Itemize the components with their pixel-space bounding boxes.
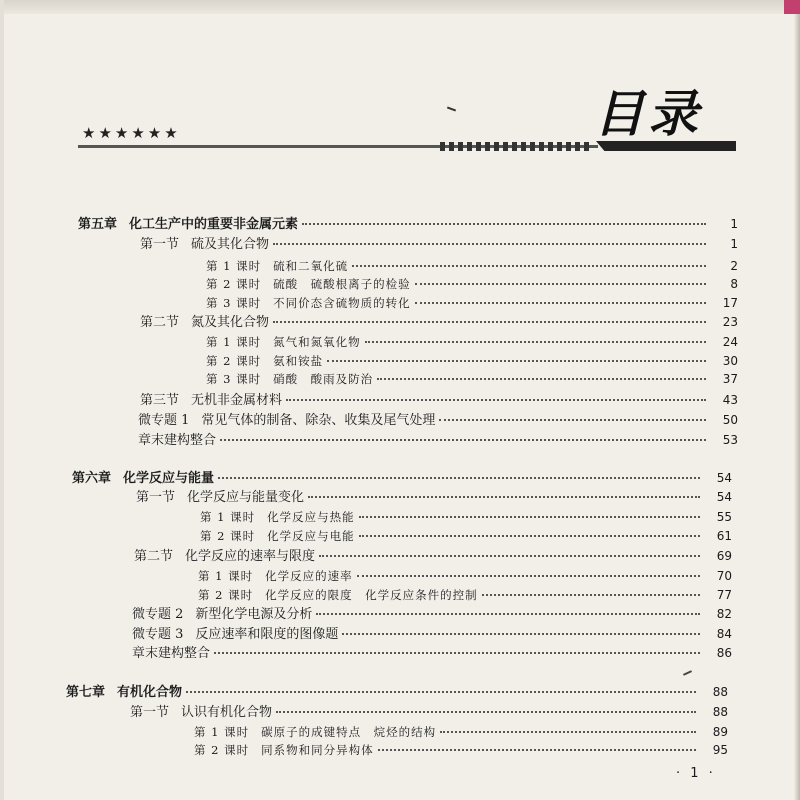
toc-page-number: 95 [712, 743, 728, 757]
leader-dots [273, 321, 706, 323]
leader-dots [316, 613, 700, 615]
leader-dots [220, 439, 706, 441]
toc-page-number: 37 [722, 372, 738, 386]
toc-lesson[interactable] [194, 722, 728, 742]
toc-page-number: 30 [722, 354, 738, 368]
toc-chapter-summary[interactable] [132, 643, 732, 663]
toc-lesson[interactable] [198, 566, 732, 586]
toc-page-number: 70 [716, 569, 732, 583]
toc-section[interactable] [140, 312, 738, 332]
toc-label: 第 1 课时 化学反应与热能 [200, 510, 355, 524]
leader-dots [365, 341, 706, 343]
toc-page-number: 54 [716, 471, 732, 485]
leader-dots [439, 419, 706, 421]
leader-dots [319, 555, 700, 557]
toc-label: 第一节 化学反应与能量变化 [136, 490, 305, 505]
toc-section[interactable] [130, 702, 728, 722]
leader-dots [440, 731, 696, 733]
toc-page-number: 86 [716, 646, 732, 660]
toc-label: 章末建构整合 [132, 646, 211, 661]
toc-label: 第 2 课时 同系物和同分异构体 [194, 743, 374, 757]
leader-dots [308, 496, 700, 498]
toc-lesson[interactable] [206, 332, 738, 352]
toc-page-number: 50 [722, 413, 738, 427]
toc-lesson[interactable] [206, 256, 738, 276]
leader-dots [273, 243, 706, 245]
toc-lesson[interactable] [206, 369, 738, 389]
toc-label: 第 3 课时 硝酸 酸雨及防治 [206, 372, 374, 386]
toc-section[interactable] [136, 487, 732, 507]
toc-page-number: 8 [730, 277, 738, 291]
toc-page-number: 77 [716, 588, 732, 602]
folio-page-number: · 1 · [676, 766, 716, 781]
leader-dots [359, 535, 700, 537]
toc-special-topic[interactable] [132, 624, 732, 644]
leader-dots [359, 516, 700, 518]
toc-page-number: 88 [712, 685, 728, 699]
toc-chapter[interactable] [78, 214, 738, 234]
toc-chapter[interactable] [66, 682, 728, 702]
leader-dots [302, 223, 706, 225]
toc-lesson[interactable] [194, 740, 728, 760]
leader-dots [482, 594, 700, 596]
toc-label: 第 2 课时 化学反应的限度 化学反应条件的控制 [198, 588, 478, 602]
toc-special-topic[interactable] [132, 604, 732, 624]
star-ornament: ★★★★★★ [82, 124, 181, 142]
toc-label: 第一节 硫及其化合物 [140, 237, 270, 252]
toc-page-number: 17 [722, 296, 738, 310]
leader-dots [214, 652, 700, 654]
toc-page-number: 24 [722, 335, 738, 349]
toc-page-number: 61 [716, 529, 732, 543]
toc-label: 第 2 课时 化学反应与电能 [200, 529, 355, 543]
toc-page-number: 88 [712, 705, 728, 719]
toc-lesson[interactable] [206, 274, 738, 294]
leader-dots [218, 477, 700, 479]
toc-lesson[interactable] [200, 507, 732, 527]
toc-label: 第二节 化学反应的速率与限度 [134, 549, 316, 564]
toc-label: 第三节 无机非金属材料 [140, 393, 283, 408]
toc-chapter[interactable] [72, 468, 732, 488]
leader-dots [286, 399, 706, 401]
toc-label: 微专题 1 常见气体的制备、除杂、收集及尾气处理 [138, 413, 436, 428]
toc-label: 第 1 课时 硫和二氧化硫 [206, 259, 349, 273]
toc-label: 第 1 课时 氮气和氮氧化物 [206, 335, 361, 349]
toc-page-number: 82 [716, 607, 732, 621]
toc-page-number: 55 [716, 510, 732, 524]
toc-label: 第二节 氮及其化合物 [140, 315, 270, 330]
toc-label: 第 1 课时 化学反应的速率 [198, 569, 353, 583]
toc-section[interactable] [140, 234, 738, 254]
toc-label: 第 2 课时 氨和铵盐 [206, 354, 324, 368]
leader-dots [377, 378, 706, 380]
toc-page-number: 54 [716, 490, 732, 504]
toc-label: 第 3 课时 不同价态含硫物质的转化 [206, 296, 411, 310]
leader-dots [186, 691, 696, 693]
toc-label: 微专题 2 新型化学电源及分析 [132, 607, 313, 622]
leader-dots [342, 633, 700, 635]
toc-section[interactable] [134, 546, 732, 566]
toc-label: 第六章 化学反应与能量 [72, 471, 215, 486]
leader-dots [276, 711, 696, 713]
toc-page-number: 1 [730, 217, 738, 231]
toc-page-number: 53 [722, 433, 738, 447]
toc-page-number: 2 [730, 259, 738, 273]
toc-label: 第七章 有机化合物 [66, 685, 183, 700]
toc-page-number: 23 [722, 315, 738, 329]
toc-label: 微专题 3 反应速率和限度的图像题 [132, 627, 339, 642]
toc-page-number: 69 [716, 549, 732, 563]
toc-label: 章末建构整合 [138, 433, 217, 448]
page-title: 目录 [594, 85, 702, 143]
toc-lesson[interactable] [200, 526, 732, 546]
toc-page-number: 1 [730, 237, 738, 251]
toc-page-number: 84 [716, 627, 732, 641]
toc-page-number: 43 [722, 393, 738, 407]
leader-dots [415, 283, 706, 285]
leader-dots [378, 749, 696, 751]
toc-lesson[interactable] [198, 585, 732, 605]
leader-dots [352, 265, 706, 267]
toc-lesson[interactable] [206, 351, 738, 371]
toc-lesson[interactable] [206, 293, 738, 313]
leader-dots [327, 360, 706, 362]
toc-label: 第 2 课时 硫酸 硫酸根离子的检验 [206, 277, 411, 291]
toc-page-number: 89 [712, 725, 728, 739]
toc-label: 第 1 课时 碳原子的成键特点 烷烃的结构 [194, 725, 437, 739]
leader-dots [357, 575, 700, 577]
toc-label: 第五章 化工生产中的重要非金属元素 [78, 217, 299, 232]
toc-section[interactable] [140, 390, 738, 410]
toc-label: 第一节 认识有机化合物 [130, 705, 273, 720]
toc-special-topic[interactable] [138, 410, 738, 430]
leader-dots [415, 302, 706, 304]
toc-chapter-summary[interactable] [138, 430, 738, 450]
